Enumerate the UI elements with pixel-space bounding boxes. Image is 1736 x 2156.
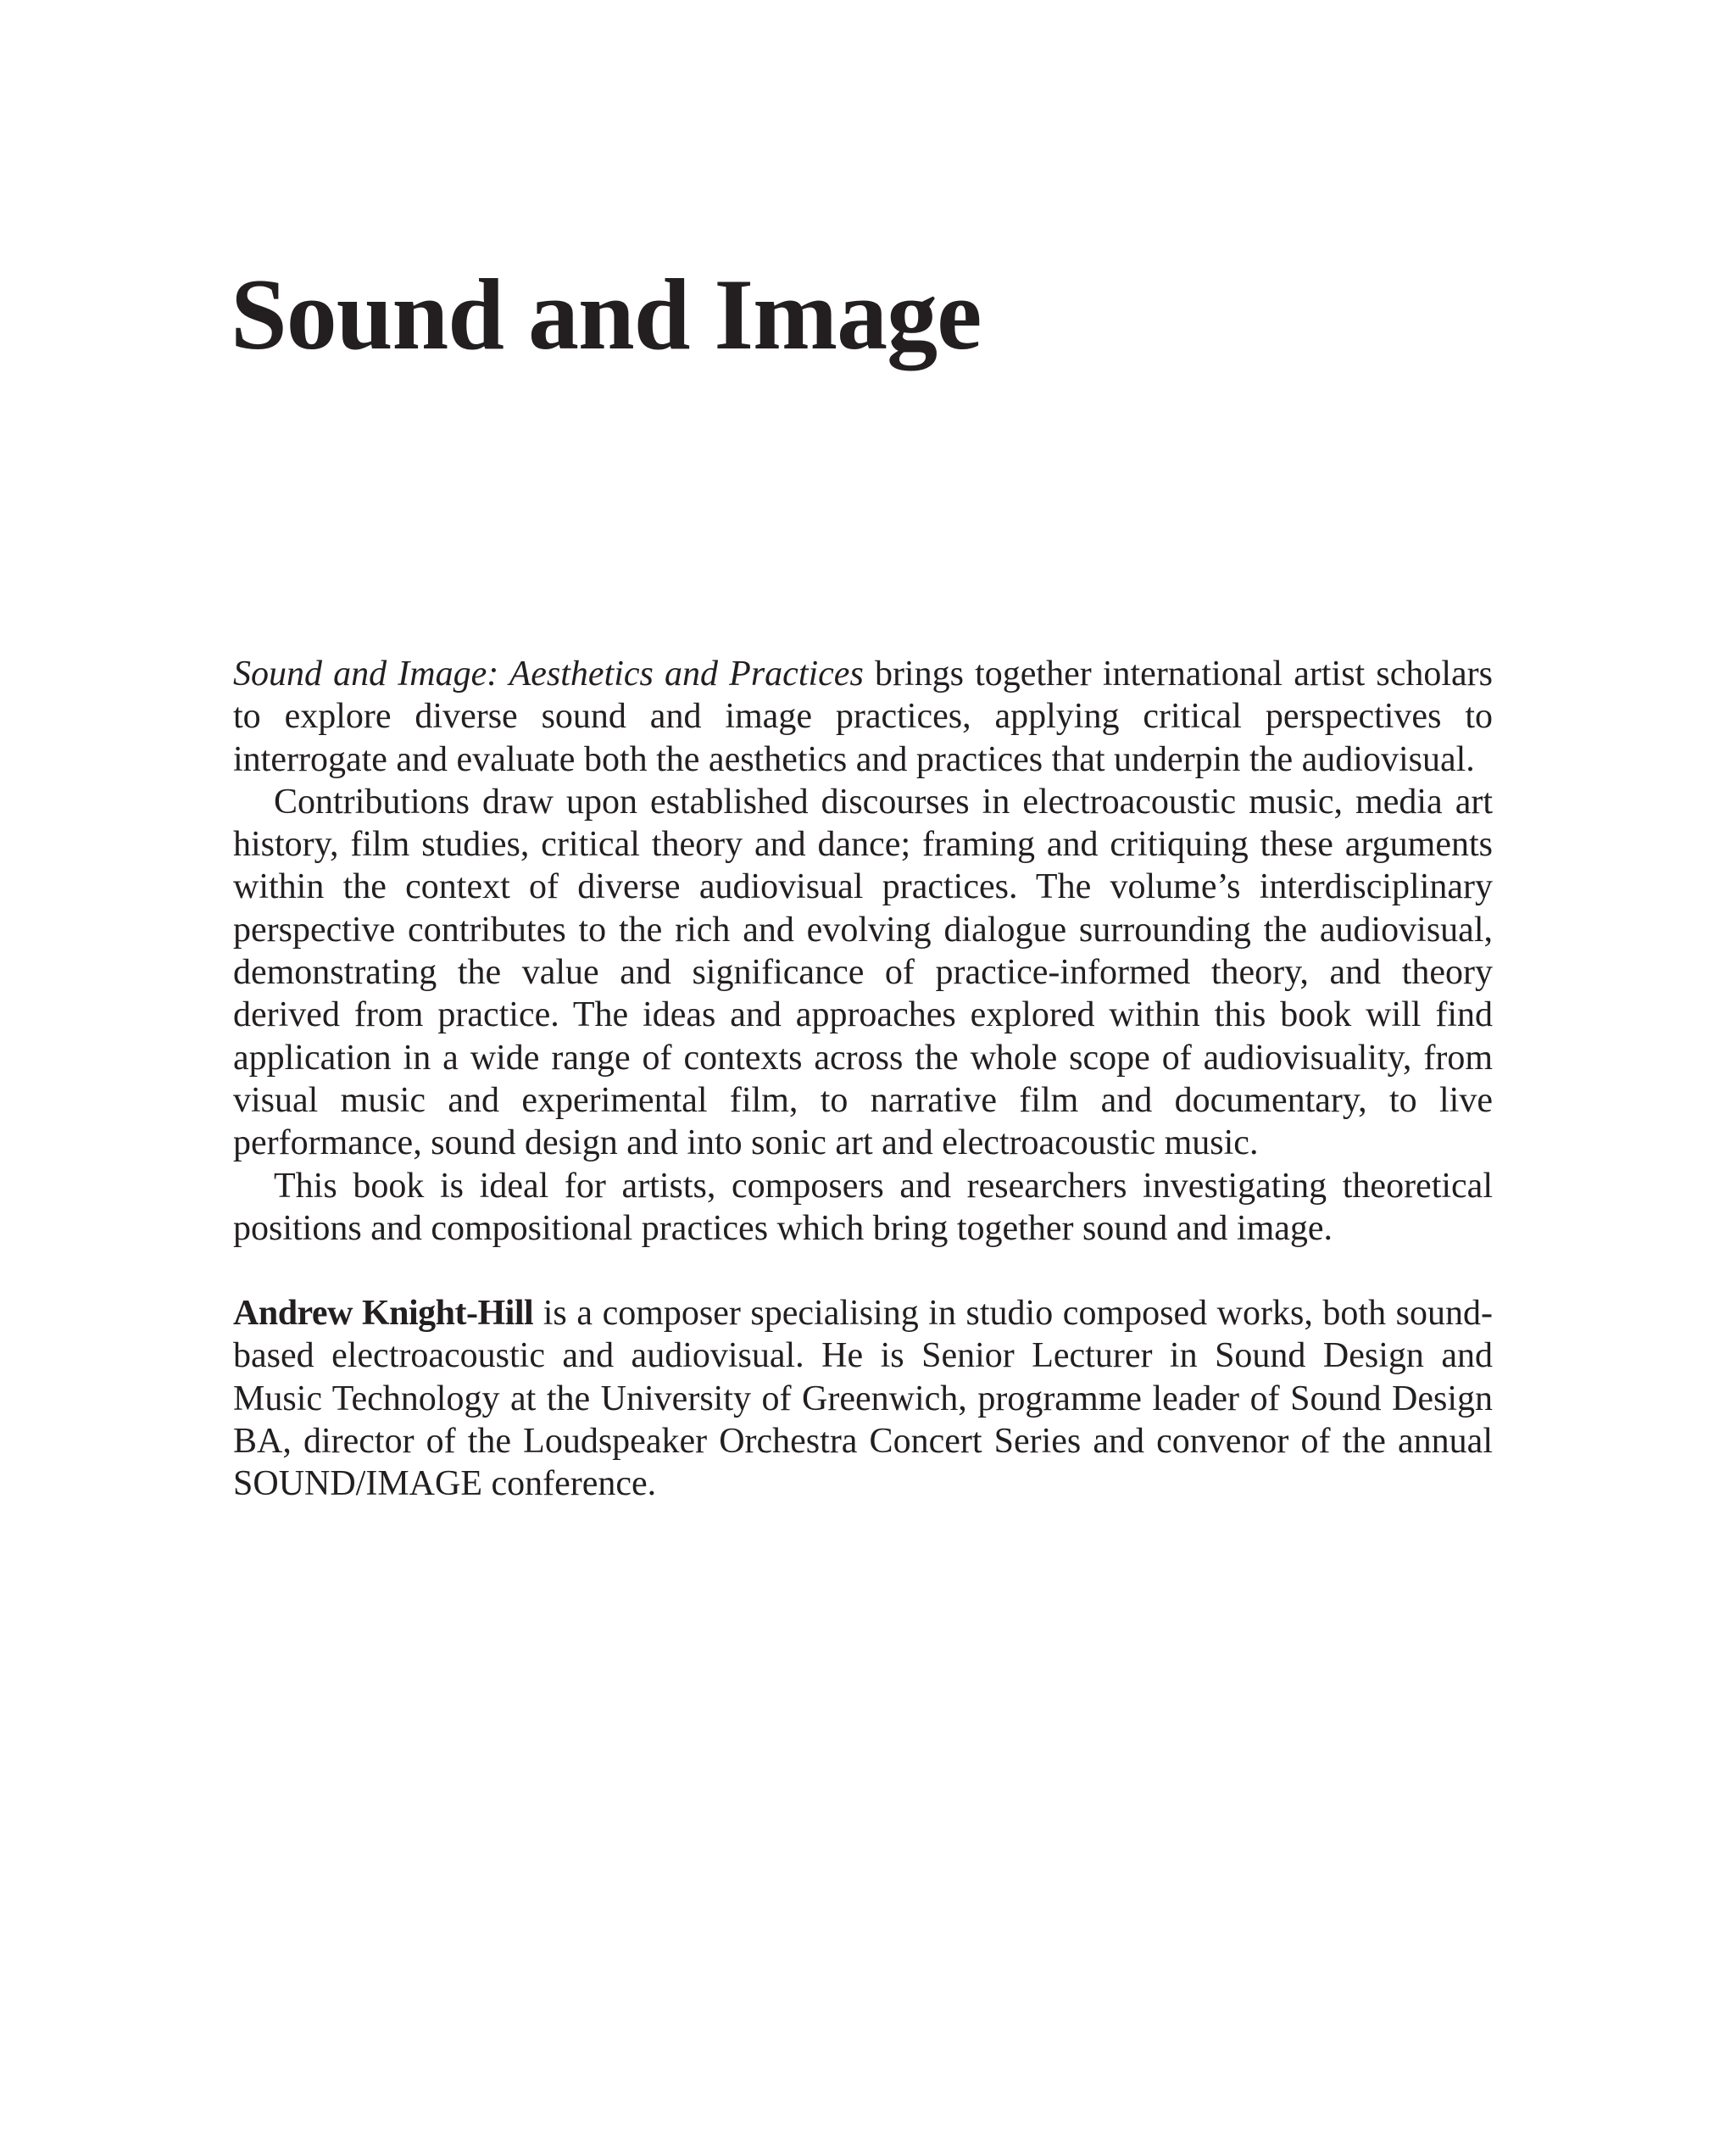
author-bio xyxy=(233,1292,1493,1505)
description-paragraph-2: Contributions draw upon established discourses in electroacoustic music, media art history, film studies, critical theory and dance; framing and critiquing these arguments within the context of diverse audiovisual practices. The volume’s interdisciplinary perspective contributes to the rich and evolving dialogue surrounding the audiovisual, demonstrating the value and significance of practice-informed theory, and theory derived from practice. The ideas and approaches explored within this book will find application in a wide range of contexts across the whole scope of audiovisuality, from visual music and experimental film, to narrative film and documentary, to live performance, sound design and into sonic art and electroacoustic music. xyxy=(233,782,1493,1163)
description-paragraph-1 xyxy=(233,653,1493,781)
book-description xyxy=(233,653,1493,1506)
description-paragraph-1-text: brings together international artist scholars to explore diverse sound and image practices, applying critical perspectives to interrogate and evaluate both the aesthetics and practices that underpin the audiovisual. xyxy=(233,655,1493,779)
author-bio-text: is a composer specialising in studio composed works, both sound-based electroacoustic and audiovisual. He is Senior Lecturer in Sound Design and Music Technology at the University of Greenwich, programme leader of Sound Design BA, director of the Loudspeaker Orchestra Concert Series and convenor of the annual SOUND/IMAGE conference. xyxy=(233,1294,1493,1504)
author-name: Andrew Knight-Hill xyxy=(233,1294,534,1334)
book-title-italic: Sound and Image: Aesthetics and Practices xyxy=(233,655,864,694)
description-paragraph-3: This book is ideal for artists, composers and researchers investigating theoretical positions and compositional practices which bring together sound and image. xyxy=(233,1166,1493,1248)
page-title: Sound and Image xyxy=(231,258,982,370)
